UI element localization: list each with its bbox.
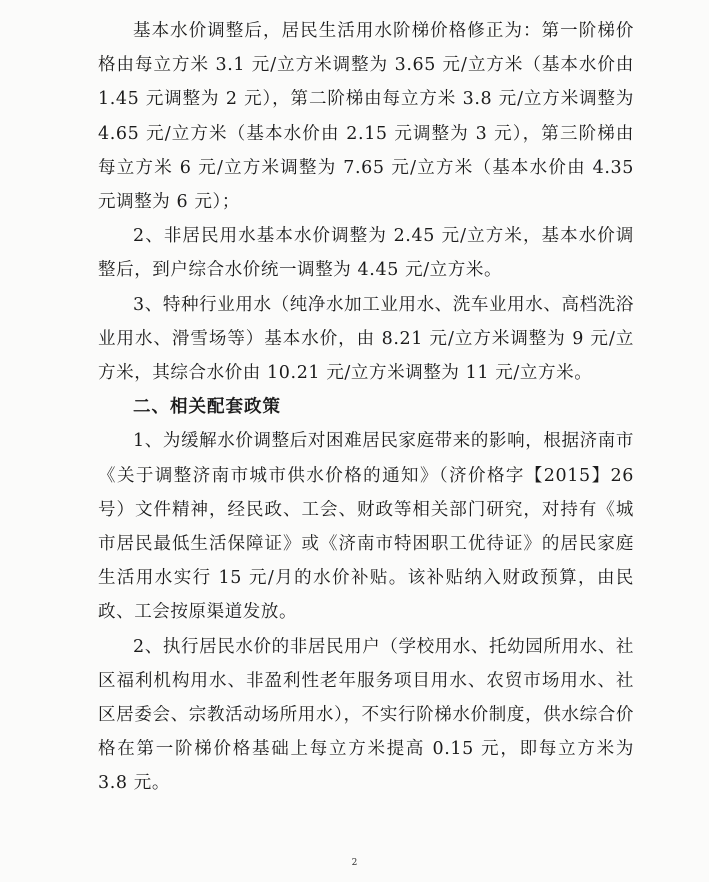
page-number: 2 [351,858,358,868]
document-body [98,14,634,801]
paragraph-nonresidential-users: 2、执行居民水价的非居民用户（学校用水、托幼园所用水、社区福利机构用水、非盈利性老年服务项目用水、农贸市场用水、社区居委会、宗教活动场所用水），不实行阶梯水价制度，供水综合价格在第一阶梯价格基础上每立方米提高 0.15 元，即每立方米为 3.8 元。 [98,636,634,794]
paragraph-special-industry-price: 3、特种行业用水（纯净水加工业用水、洗车业用水、高档洗浴业用水、滑雪场等）基本水价，由 8.21 元/立方米调整为 9 元/立方米，其综合水价由 10.21 元/立方米调整为 11 元/立方米。 [98,294,634,384]
paragraph-nonresidential-price: 2、非居民用水基本水价调整为 2.45 元/立方米，基本水价调整后，到户综合水价统一调整为 4.45 元/立方米。 [98,226,634,281]
paragraph-tier-prices: 基本水价调整后，居民生活用水阶梯价格修正为：第一阶梯价格由每立方米 3.1 元/立方米调整为 3.65 元/立方米（基本水价由 1.45 元调整为 2 元），第二阶梯由每立方米 3.8 元/立方米调整为 4.65 元/立方米（基本水价由 2.15 元调整为 3 元），第三阶梯由每立方米 6 元/立方米调整为 7.65 元/立方米（基本水价由 4.35 元调整为 6 元）； [98,21,634,213]
paragraph-subsidy-policy: 1、为缓解水价调整后对困难居民家庭带来的影响，根据济南市《关于调整济南市城市供水价格的通知》（济价格字【2015】26 号）文件精神，经民政、工会、财政等相关部门研究，对持有《城市居民最低生活保障证》或《济南市特困职工优待证》的居民家庭生活用水实行 15 元/月的水价补贴。该补贴纳入财政预算，由民政、工会按原渠道发放。 [98,431,634,623]
section-heading: 二、相关配套政策 [133,397,281,418]
